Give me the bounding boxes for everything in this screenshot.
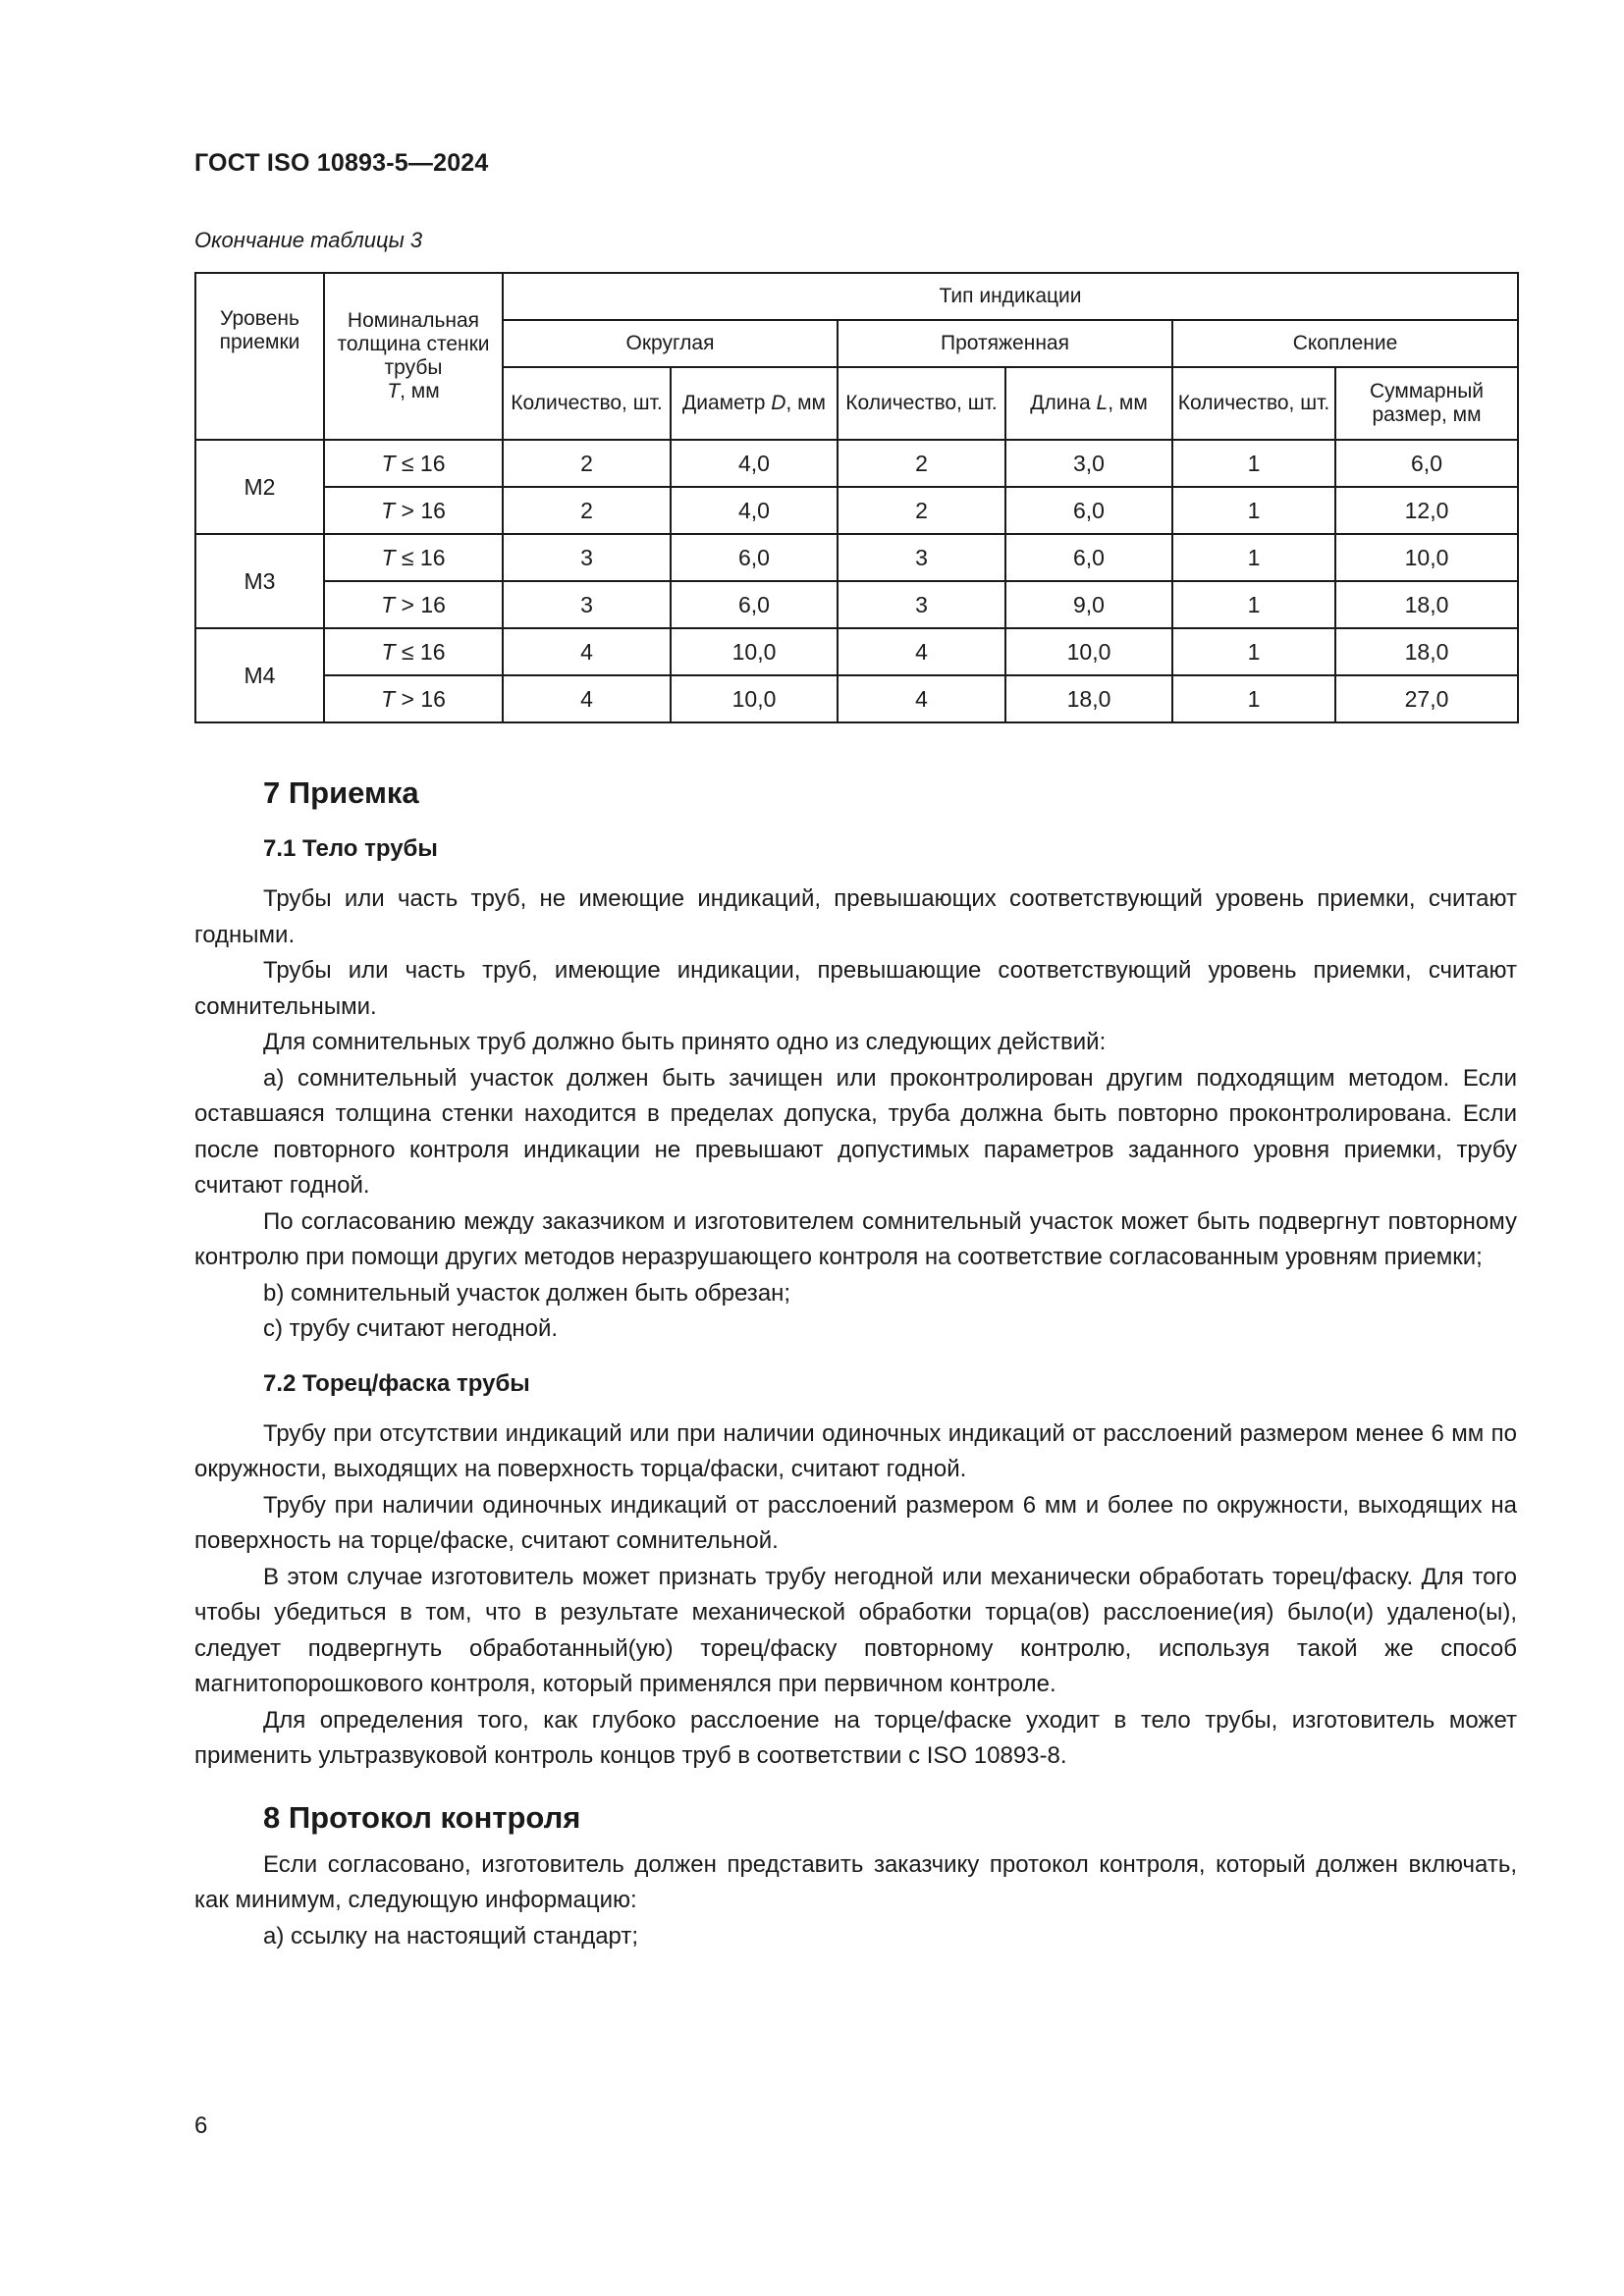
table-caption: Окончание таблицы 3 [194,228,423,252]
header-thickness-symbol: T [387,380,401,402]
table-row [195,440,1518,487]
length-cell: 6,0 [1005,487,1172,534]
header-round: Округлая [503,320,838,367]
page-number: 6 [194,2112,208,2139]
length-cell: 10,0 [1005,628,1172,675]
header-ext-count: Количество, шт. [838,367,1005,440]
header-extended: Протяженная [838,320,1172,367]
thickness-condition: > 16 [395,686,446,712]
section-7-2-title: 7.2 Торец/фаска трубы [263,1369,530,1397]
header-cluster-total: Суммарный размер, мм [1335,367,1518,440]
table-row [195,534,1518,581]
thickness-symbol: T [381,639,396,665]
thickness-condition: ≤ 16 [395,545,446,570]
cluster-count-cell: 1 [1172,487,1335,534]
diameter-cell: 6,0 [671,581,838,628]
thickness-symbol: T [381,686,396,712]
ext-count-cell: 2 [838,440,1005,487]
round-count-cell: 4 [503,628,671,675]
header-diameter-label: Диаметр [682,392,766,414]
thickness-symbol: T [381,545,396,570]
ext-count-cell: 4 [838,628,1005,675]
ext-count-cell: 4 [838,675,1005,722]
acceptance-table [194,272,1519,723]
paragraph: Если согласовано, изготовитель должен представить заказчику протокол контроля, который должен включать, как минимум, следующую информацию: [194,1850,1517,1913]
round-count-cell: 3 [503,534,671,581]
section-8-title: 8 Протокол контроля [263,1799,581,1835]
cluster-count-cell: 1 [1172,628,1335,675]
paragraph: Для определения того, как глубоко расслоение на торце/фаске уходит в тело трубы, изготовитель может применить ультразвуковой контроль концов труб в соответствии с ISO 10893-8. [194,1706,1517,1769]
cluster-total-cell: 18,0 [1335,628,1518,675]
header-level: Уровень приемки [195,273,324,440]
diameter-cell: 4,0 [671,487,838,534]
thickness-cell [324,440,503,487]
list-item: b) сомнительный участок должен быть обрезан; [263,1279,791,1307]
thickness-cell [324,487,503,534]
level-cell: M2 [195,440,324,534]
thickness-symbol: T [381,498,396,523]
document-body [194,764,1517,1954]
paragraph: Для сомнительных труб должно быть принято одно из следующих действий: [263,1029,1107,1055]
header-cluster-count: Количество, шт. [1172,367,1335,440]
level-cell: M3 [195,534,324,628]
paragraph: В этом случае изготовитель может признать трубу негодной или механически обработать торец/фаску. Для того чтобы убедиться в том, что в результате механической обработки торца(ов) расслоение(ия) было(и) удалено(ы), следует подвергнуть обработанный(ую) торец/фаску повторному контролю, используя такой же способ магнитопорошкового контроля, который применялся при первичном контроле. [194,1563,1517,1697]
header-length-symbol: L [1096,392,1109,414]
header-diameter-unit: , мм [785,392,826,414]
diameter-cell: 10,0 [671,628,838,675]
thickness-condition: ≤ 16 [395,451,446,476]
thickness-condition: > 16 [395,592,446,617]
round-count-cell: 3 [503,581,671,628]
header-cluster: Скопление [1172,320,1518,367]
header-round-count: Количество, шт. [503,367,671,440]
thickness-cell [324,675,503,722]
round-count-cell: 4 [503,675,671,722]
paragraph: Трубу при наличии одиночных индикаций от расслоений размером 6 мм и более по окружности, выходящих на поверхность на торце/фаске, считают сомнительной. [194,1491,1517,1554]
cluster-count-cell: 1 [1172,581,1335,628]
paragraph: Трубы или часть труб, имеющие индикации, превышающие соответствующий уровень приемки, считают сомнительными. [194,957,1517,1020]
level-cell: M4 [195,628,324,722]
round-count-cell: 2 [503,487,671,534]
table-row [195,675,1518,722]
list-item: a) ссылку на настоящий стандарт; [263,1922,639,1949]
ext-count-cell: 2 [838,487,1005,534]
cluster-count-cell: 1 [1172,534,1335,581]
round-count-cell: 2 [503,440,671,487]
thickness-cell [324,628,503,675]
header-thickness [324,273,503,440]
list-item: c) трубу считают негодной. [263,1315,559,1342]
thickness-symbol: T [381,451,396,476]
paragraph: Трубу при отсутствии индикаций или при наличии одиночных индикаций от расслоений размером менее 6 мм по окружности, выходящих на поверхность торца/фаски, считают годной. [194,1419,1517,1482]
header-length-label: Длина [1030,392,1091,414]
section-7-1-title: 7.1 Тело трубы [263,835,438,862]
header-thickness-label: Номинальная толщина стенки трубы [337,309,490,379]
length-cell: 18,0 [1005,675,1172,722]
thickness-condition: > 16 [395,498,446,523]
cluster-total-cell: 27,0 [1335,675,1518,722]
header-ext-length [1005,367,1172,440]
thickness-symbol: T [381,592,396,617]
length-cell: 9,0 [1005,581,1172,628]
header-diameter-symbol: D [771,392,786,414]
cluster-total-cell: 6,0 [1335,440,1518,487]
thickness-cell [324,581,503,628]
header-length-unit: , мм [1108,392,1148,414]
diameter-cell: 4,0 [671,440,838,487]
table-row [195,628,1518,675]
cluster-total-cell: 18,0 [1335,581,1518,628]
length-cell: 3,0 [1005,440,1172,487]
table-row [195,487,1518,534]
thickness-cell [324,534,503,581]
paragraph: Трубы или часть труб, не имеющие индикаций, превышающих соответствующий уровень приемки, считают годными. [194,885,1517,948]
length-cell: 6,0 [1005,534,1172,581]
table-row [195,581,1518,628]
ext-count-cell: 3 [838,581,1005,628]
section-7-title: 7 Приемка [263,775,419,810]
thickness-condition: ≤ 16 [395,639,446,665]
paragraph: По согласованию между заказчиком и изготовителем сомнительный участок может быть подвергнут повторному контролю при помощи других методов неразрушающего контроля на соответствие согласованным уровням приемки; [194,1207,1517,1270]
list-item: a) сомнительный участок должен быть зачищен или проконтролирован другим подходящим методом. Если оставшаяся толщина стенки находится в пределах допуска, труба должна быть повторно проконтролирована. Если после повторного контроля индикации не превышают допустимых параметров заданного уровня приемки, трубу считают годной. [194,1064,1517,1199]
diameter-cell: 10,0 [671,675,838,722]
ext-count-cell: 3 [838,534,1005,581]
cluster-total-cell: 12,0 [1335,487,1518,534]
header-indication-type: Тип индикации [503,273,1518,320]
cluster-count-cell: 1 [1172,675,1335,722]
document-header: ГОСТ ISO 10893-5—2024 [194,149,489,177]
diameter-cell: 6,0 [671,534,838,581]
cluster-count-cell: 1 [1172,440,1335,487]
header-round-diameter [671,367,838,440]
header-thickness-unit: , мм [400,380,440,402]
cluster-total-cell: 10,0 [1335,534,1518,581]
